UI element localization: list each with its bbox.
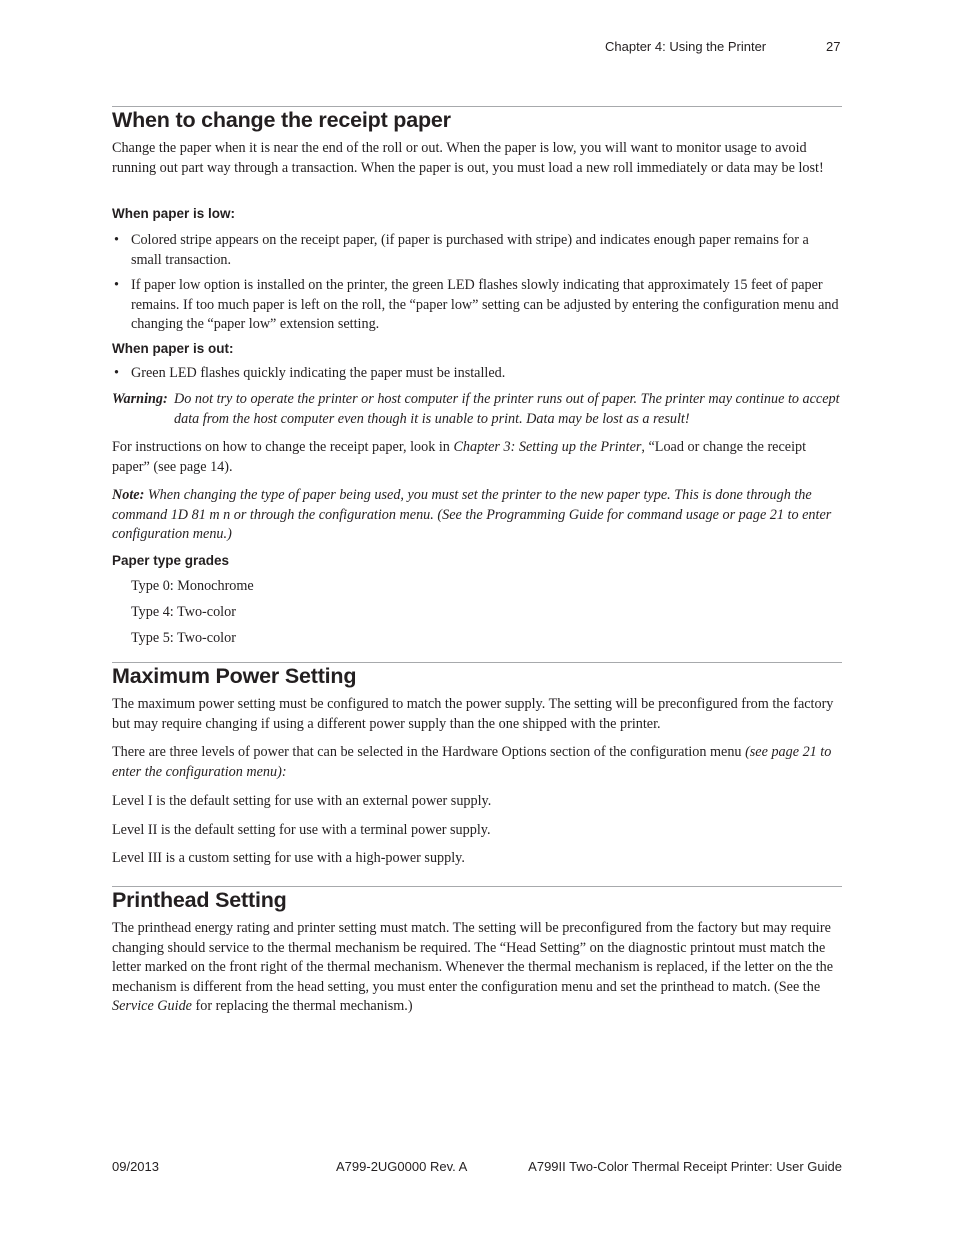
- note-text: When changing the type of paper being used, you must set the printer to the new paper type. This is done through the command 1D 81 m n or through the configuration menu. (See the Programming Guide for command usage or page 21 to enter configuration menu.): [112, 487, 832, 542]
- footer-doc-number: A799-2UG0000 Rev. A: [336, 1159, 468, 1174]
- section-title-max-power: Maximum Power Setting: [112, 664, 357, 688]
- grade-item: Type 0: Monochrome: [131, 578, 254, 594]
- grade-item: Type 5: Two-color: [131, 630, 236, 646]
- warning-label: Warning:: [112, 391, 168, 407]
- section-title-printhead: Printhead Setting: [112, 888, 287, 912]
- running-header-chapter: Chapter 4: Using the Printer: [605, 39, 767, 54]
- printhead-text: The printhead energy rating and printer setting must match. The setting will be preconfigured from the factory but may require changing should service to the thermal mechanism be required. The “Head Setting” on the diagnostic printout must match the letter marked on the front right of the thermal mechanism. Whenever the thermal mechanism is replaced, if the letter on the the mechanism is different from the head setting, you must enter the configuration menu and set the printhead to match. (See the: [112, 920, 834, 995]
- list-item: [112, 364, 842, 384]
- page-number: 27: [826, 39, 841, 54]
- power-levels-text: There are three levels of power that can be selected in the Hardware Options section of the configuration menu: [112, 744, 746, 760]
- section-title-change-paper: When to change the receipt paper: [112, 108, 451, 132]
- bullet: •: [114, 277, 119, 293]
- note-label: Note:: [112, 487, 145, 503]
- power-level-item: Level III is a custom setting for use with a high-power supply.: [112, 850, 465, 866]
- paper-out-heading: When paper is out:: [112, 341, 234, 356]
- printhead-text-end: for replacing the thermal mechanism.): [191, 998, 413, 1014]
- chapter-reference: Chapter 3: Setting up the Printer: [453, 439, 642, 455]
- list-item-text: Green LED flashes quickly indicating the paper must be installed.: [131, 365, 506, 381]
- warning-callout: [112, 390, 842, 429]
- intro-paragraph: Change the paper when it is near the end of the roll or out. When the paper is low, you will want to monitor usage to avoid running out part way through a transaction. When the paper is out, you must load a new roll immediately or data may be lost!: [112, 140, 824, 176]
- section-divider: [112, 106, 842, 107]
- bullet: •: [114, 365, 119, 381]
- footer-guide-title: A799II Two-Color Thermal Receipt Printer: User Guide: [528, 1159, 842, 1174]
- printhead-paragraph: [112, 919, 842, 1017]
- section-divider: [112, 662, 842, 663]
- power-levels-intro: [112, 743, 842, 782]
- paper-grades-heading: Paper type grades: [112, 553, 230, 568]
- instructions-text-end: , “Load or change the receipt paper” (see page 14).: [112, 439, 807, 475]
- list-item: [112, 276, 842, 335]
- grade-item: Type 4: Two-color: [131, 604, 236, 620]
- paper-low-heading: When paper is low:: [112, 206, 236, 221]
- power-paragraph: The maximum power setting must be configured to match the power supply. The setting will be preconfigured from the factory but may require changing if using a different power supply than the one shipped with the printer.: [112, 696, 834, 732]
- power-level-item: Level I is the default setting for use with an external power supply.: [112, 793, 492, 809]
- instructions-text: For instructions on how to change the receipt paper, look in: [112, 439, 454, 455]
- page-reference: (see page 21 to enter the configuration menu):: [112, 744, 832, 780]
- service-guide-reference: Service Guide: [112, 998, 192, 1014]
- warning-text: Do not try to operate the printer or host computer if the printer runs out of paper. The printer may continue to accept data from the host computer even though it is unable to print. Data may be lost as a result!: [174, 391, 840, 427]
- footer-date: 09/2013: [112, 1159, 159, 1174]
- list-item-text: Colored stripe appears on the receipt paper, (if paper is purchased with stripe) and indicates enough paper remains for a small transaction.: [131, 232, 809, 268]
- section-divider: [112, 886, 842, 887]
- note-paragraph: [112, 486, 842, 545]
- bullet: •: [114, 232, 119, 248]
- list-item-text: If paper low option is installed on the printer, the green LED flashes slowly indicating that approximately 15 feet of paper remains. If too much paper is left on the roll, the “paper low” setting can be adjusted by entering the configuration menu and changing the “paper low” extension setting.: [131, 277, 839, 332]
- list-item: [112, 231, 842, 270]
- instructions-paragraph: [112, 438, 842, 477]
- power-level-item: Level II is the default setting for use with a terminal power supply.: [112, 822, 491, 838]
